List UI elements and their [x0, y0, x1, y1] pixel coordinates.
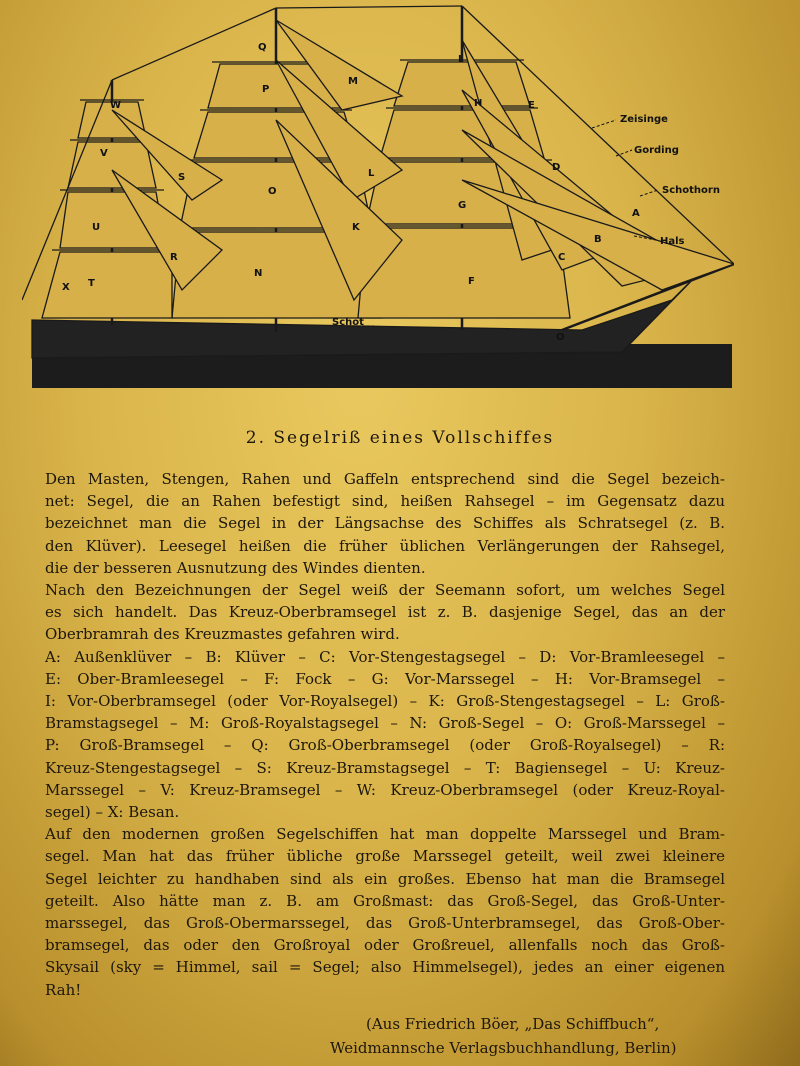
text-line: Segel leichter zu handhaben sind als ein großes. Ebenso hat man die Bramsegel — [45, 869, 725, 888]
sail-letter-o-hull: O — [556, 332, 565, 343]
text-line: E: Ober-Bramleesegel – F: Fock – G: Vor-Marssegel – H: Vor-Bramsegel – — [45, 669, 725, 688]
sail-letter-b: B — [594, 234, 602, 245]
sail-letter-m: M — [348, 76, 358, 87]
sail-letter-u: U — [92, 222, 101, 233]
sail-letter-r: R — [170, 252, 178, 263]
body-text — [45, 468, 735, 1001]
text-line: es sich handelt. Das Kreuz-Oberbramsegel ist z. B. dasjenige Segel, das an der — [45, 603, 725, 622]
sail-letter-a: A — [632, 208, 640, 219]
sail-letter-n: N — [254, 268, 263, 279]
sail-letter-c: C — [558, 252, 566, 263]
sail-letter-e: E — [528, 100, 535, 111]
ship-sail-plan-figure — [22, 0, 734, 392]
sail-letter-w: W — [110, 100, 122, 111]
text-line: Kreuz-Stengestagsegel – S: Kreuz-Bramstagsegel – T: Bagiensegel – U: Kreuz- — [45, 758, 725, 777]
text-line: Bramstagsegel – M: Groß-Royalstagsegel – N: Groß-Segel – O: Groß-Marssegel – — [45, 714, 725, 733]
text-line: Auf den modernen großen Segelschiffen hat man doppelte Marssegel und Bram- — [45, 825, 725, 844]
credit-line-1: (Aus Friedrich Böer, „Das Schiffbuch“, — [366, 1015, 660, 1033]
sail-letter-d: D — [552, 162, 561, 173]
sail-letter-k: K — [352, 222, 360, 233]
text-line: segel) – X: Besan. — [45, 803, 180, 822]
text-line: P: Groß-Bramsegel – Q: Groß-Oberbramsegel (oder Groß-Royalsegel) – R: — [45, 736, 725, 755]
text-line: geteilt. Also hätte man z. B. am Großmast: das Groß-Segel, das Groß-Unter- — [45, 891, 725, 910]
ship-sail-plan-drawing — [22, 0, 734, 392]
text-line: Skysail (sky = Himmel, sail = Segel; also Himmelsegel), jedes an einer eigenen — [45, 958, 725, 977]
text-line: segel. Man hat das früher übliche große Marssegel geteilt, weil zwei kleinere — [45, 847, 725, 866]
sail-letter-q: Q — [258, 42, 267, 53]
text-line: Nach den Bezeichnungen der Segel weiß der Seemann sofort, um welches Segel — [45, 581, 725, 600]
sail-letter-o: O — [268, 186, 277, 197]
callout-schothorn: Schothorn — [662, 185, 720, 196]
text-line: den Klüver). Leesegel heißen die früher üblichen Verlängerungen der Rahsegel, — [45, 536, 725, 555]
text-line: I: Vor-Oberbramsegel (oder Vor-Royalsegel) – K: Groß-Stengestagsegel – L: Groß- — [45, 692, 725, 711]
source-credit — [330, 1012, 677, 1060]
text-line: Den Masten, Stengen, Rahen und Gaffeln entsprechend sind die Segel bezeich- — [45, 470, 725, 488]
text-line: bezeichnet man die Segel in der Längsachse des Schiffes als Schratsegel (z. B. — [45, 514, 725, 533]
text-line: marssegel, das Groß-Obermarssegel, das Groß-Unterbramsegel, das Groß-Ober- — [45, 914, 725, 933]
sail-letter-x: X — [62, 282, 70, 293]
text-line: bramsegel, das oder den Großroyal oder Großreuel, allenfalls noch das Groß- — [45, 936, 725, 955]
sail-letter-g: G — [458, 200, 467, 211]
sail-letter-t: T — [88, 278, 95, 289]
text-line: Oberbramrah des Kreuzmastes gefahren wird. — [45, 625, 400, 644]
sail-letter-f: F — [468, 276, 475, 287]
sail-letter-p: P — [262, 84, 270, 95]
callout-schot: Schot — [332, 317, 364, 328]
sail-letter-i: I — [458, 54, 462, 65]
text-line: Marssegel – V: Kreuz-Bramsegel – W: Kreuz-Oberbramsegel (oder Kreuz-Royal- — [45, 780, 725, 799]
figure-caption: 2. Segelriß eines Vollschiffes — [245, 428, 555, 448]
sail-letter-s: S — [178, 172, 186, 183]
credit-line-2: Weidmannsche Verlagsbuchhandlung, Berlin) — [330, 1039, 677, 1057]
callout-hals: Hals — [660, 236, 685, 247]
text-line: net: Segel, die an Rahen befestigt sind, heißen Rahsegel – im Gegensatz dazu — [45, 492, 725, 511]
text-line: Rah! — [45, 980, 82, 999]
callout-gording: Gording — [634, 145, 679, 156]
text-line: A: Außenklüver – B: Klüver – C: Vor-Stengestagsegel – D: Vor-Bramleesegel – — [45, 647, 725, 666]
text-line: die der besseren Ausnutzung des Windes dienten. — [45, 558, 426, 577]
sail-letter-h: H — [474, 98, 483, 109]
callout-zeisinge: Zeisinge — [620, 114, 668, 125]
sail-letter-v: V — [100, 148, 108, 159]
sail-letter-l: L — [368, 168, 375, 179]
